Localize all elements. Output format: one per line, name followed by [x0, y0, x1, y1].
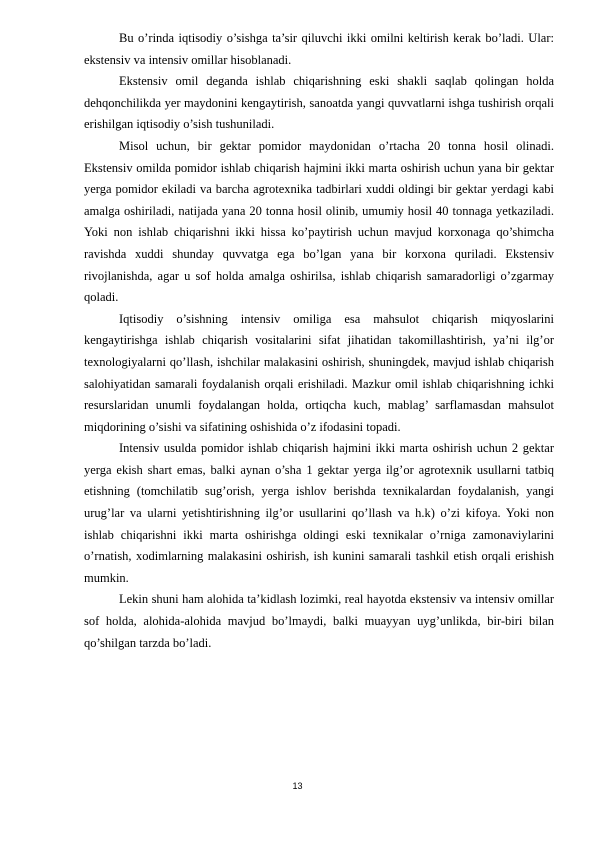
paragraph-intro: Bu o’rinda iqtisodiy o’sishga ta’sir qiluvchi ikki omilni keltirish kerak bo’ladi. Ular: ekstensiv va intensiv omillar hisoblanadi. — [84, 31, 554, 67]
paragraph-extensive-definition: Ekstensiv omil deganda ishlab chiqarishning eski shakli saqlab qolingan holda dehqonchilikda yer maydonini kengaytirish, sanoatda yangi quvvatlarni ishga tushirish orqali erishilgan iqtisodiy o’sish tushuniladi. — [84, 74, 554, 132]
paragraph-conclusion: Lekin shuni ham alohida ta’kidlash lozimki, real hayotda ekstensiv va intensiv omillar sof holda, alohida-alohida mavjud bo’lmaydi, balki muayyan uyg’unlikda, bir-biri bilan qo’shilgan tarzda bo’ladi. — [84, 592, 554, 650]
page-number: 13 — [292, 781, 303, 791]
paragraph-intensive-example: Intensiv usulda pomidor ishlab chiqarish hajmini ikki marta oshirish uchun 2 gektar yerga ekish shart emas, balki aynan o’sha 1 gektar yerga ilg’or agrotexnik usullarni tatbiq etishning (tomchilatib sug’orish, yerga ishlov berishda texnikalardan foydalanish, yangi urug’lar va ularni yetishtirishning ilg’or usullarini qo’llash va h.k) o’zi kifoya. Yoki non ishlab chiqarishni ikki marta oshirishga oldingi eski texnikalar o’rniga zamonaviylarini o’rnatish, xodimlarning malakasini oshirish, ish kunini samarali tashkil etish orqali erishish mumkin. — [84, 441, 554, 585]
paragraph-extensive-example: Misol uchun, bir gektar pomidor maydonidan o’rtacha 20 tonna hosil olinadi. Ekstensiv omilda pomidor ishlab chiqarish hajmini ikki marta oshirish uchun yana bir gektar yerga pomidor ekiladi va barcha agrotexnika tadbirlari xuddi oldingi bir gektar yerdagi kabi amalga oshiriladi, natijada yana 20 tonna hosil olinib, umumiy hosil 40 tonnaga yetkaziladi. Yoki non ishlab chiqarishni ikki hissa ko’paytirish uchun mavjud korxonaga qo’shimcha ravishda xuddi shunday quvvatga ega bo’lgan yana bir korxona quriladi. Ekstensiv rivojlanishda, agar u sof holda amalga oshirilsa, ishlab chiqarish samaradorligi o’zgarmay qoladi. — [84, 138, 554, 305]
document-body — [84, 28, 554, 654]
paragraph-intensive-definition: Iqtisodiy o’sishning intensiv omiliga esa mahsulot chiqarish miqyoslarini kengaytirishga ishlab chiqarish vositalarini sifat jihatidan takomillashtirish, ya’ni ilg’or texnologiyalarni qo’llash, ishchilar malakasini oshirish, shuningdek, mavjud ishlab chiqarish salohiyatidan samarali foydalanish orqali erishiladi. Mazkur omil ishlab chiqarishning ichki resurslaridan unumli foydalangan holda, ortiqcha kuch, mablag’ sarflamasdan mahsulot miqdorining o’sishi va sifatining oshishida o’z ifodasini topadi. — [84, 311, 554, 434]
